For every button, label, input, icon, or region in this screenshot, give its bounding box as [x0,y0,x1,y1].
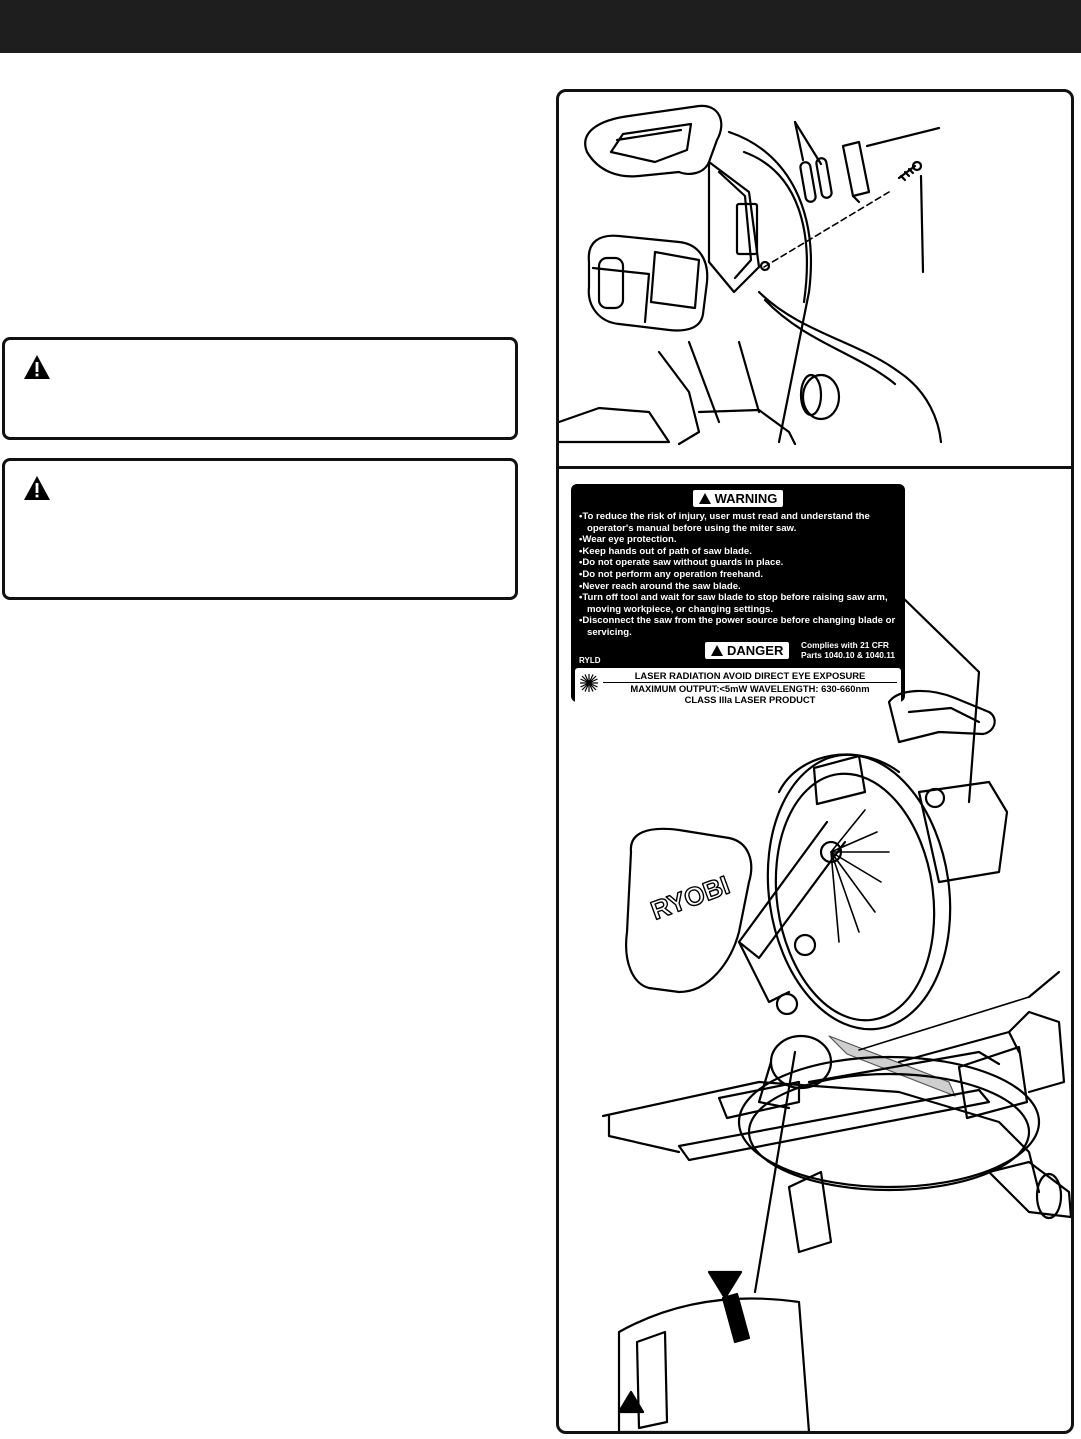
warning-item: • Never reach around the saw blade. [579,581,897,593]
warning-box-1 [2,337,518,440]
warning-pill [693,490,784,507]
danger-pill [705,642,789,659]
warning-item: • Do not perform any operation freehand. [579,569,897,581]
laser-starburst-icon [580,674,598,692]
warning-triangle-icon [23,475,51,501]
label-code: RYLD [579,655,601,665]
figure-panel [556,89,1074,1434]
warning-item: • To reduce the risk of injury, user must read and understand the operator's manual before using the miter saw. [579,511,897,534]
laser-line: MAXIMUM OUTPUT:<5mW WAVELENGTH: 630-660nm [630,682,870,694]
panel-divider [559,466,1071,469]
warning-item: • Disconnect the saw from the power source before changing blade or servicing. [579,615,897,638]
compliance-text [801,640,895,660]
laser-assembly-illustration [559,92,1074,466]
warning-title: WARNING [714,491,778,506]
warning-triangle-icon [23,354,51,380]
warning-item: • Do not operate saw without guards in place. [579,557,897,569]
warning-label-decal [571,484,905,705]
brand-logo: RYOBI [646,869,734,926]
warning-item: • Keep hands out of path of saw blade. [579,546,897,558]
warning-item: • Turn off tool and wait for saw blade to stop before raising saw arm, moving workpiece, or changing settings. [579,592,897,615]
compliance-line: Parts 1040.10 & 1040.11 [801,649,896,660]
warning-list [579,511,897,639]
laser-line: CLASS IIIa LASER PRODUCT [684,693,816,705]
warning-item: • Wear eye protection. [579,534,897,546]
label-footer-row [579,640,897,668]
danger-title: DANGER [727,642,784,658]
laser-line: LASER RADIATION AVOID DIRECT EYE EXPOSURE [603,670,897,683]
laser-notice [575,668,901,706]
warning-box-2 [2,458,518,600]
header-bar [0,0,1081,53]
compliance-line: Complies with 21 CFR [801,639,889,650]
